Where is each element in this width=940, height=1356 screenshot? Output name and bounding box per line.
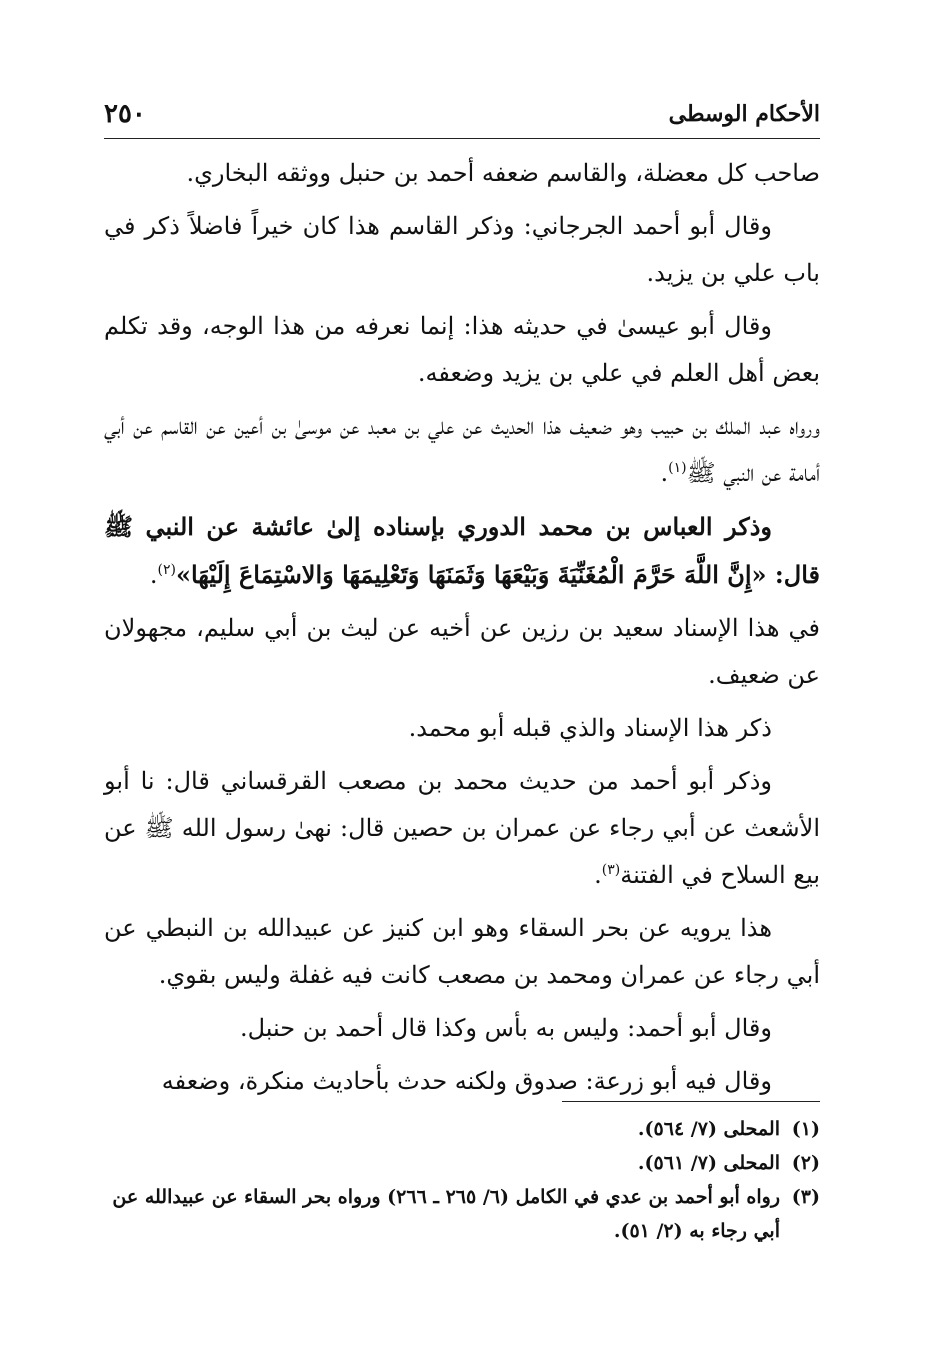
footnote-number: (١)	[791, 1118, 820, 1140]
paragraph: صاحب كل معضلة، والقاسم ضعفه أحمد بن حنبل ووثقه البخاري.	[186, 159, 820, 187]
footnote-number: (٣)	[791, 1186, 820, 1208]
footnote-rule	[562, 1101, 820, 1102]
footnotes	[104, 1112, 820, 1248]
header-rule	[104, 138, 820, 139]
footnote	[104, 1112, 820, 1146]
paragraph: في هذا الإسناد سعيد بن رزين عن أخيه عن ليث بن أبي سليم، مجهولان عن ضعيف.	[104, 614, 820, 689]
footnote	[104, 1146, 820, 1180]
page-header	[104, 92, 820, 136]
footnote-number: (٢)	[791, 1152, 820, 1174]
running-title: الأحكام الوسطى	[668, 101, 820, 127]
footnote-text: رواه أبو أحمد بن عدي في الكامل (٦/ ٢٦٥ ـ ٢٦٦) ورواه بحر السقاء عن عبيدالله عن أبي رجاء به (٢/ ٥١).	[112, 1186, 780, 1242]
footnote-ref[interactable]: (١)	[668, 460, 687, 476]
paragraph: ورواه عبد الملك بن حبيب وهو ضعيف هذا الحديث عن علي بن معبد عن موسىٰ بن أعين عن القاسم عن أبي أمامة عن النبي ﷺ$^{(١)}$.	[104, 412, 820, 487]
body-text	[104, 150, 820, 1111]
footnote-text: المحلى (٧/ ٥٦٤).	[637, 1118, 780, 1140]
footnote-text: المحلى (٧/ ٥٦١).	[637, 1152, 780, 1174]
footnote-ref[interactable]: (٢)	[157, 562, 176, 578]
paragraph: وقال أبو عيسىٰ في حديثه هذا: إنما نعرفه من هذا الوجه، وقد تكلم بعض أهل العلم في علي بن يزيد وضعفه.	[104, 312, 820, 387]
paragraph: وقال فيه أبو زرعة: صدوق ولكنه حدث بأحاديث منكرة، وضعفه	[161, 1067, 772, 1095]
page-number: ٢٥٠	[104, 99, 146, 129]
paragraph: وقال أبو أحمد: وليس به بأس وكذا قال أحمد بن حنبل.	[239, 1014, 772, 1042]
paragraph: وذكر أبو أحمد من حديث محمد بن مصعب القرقساني قال: نا أبو الأشعث عن أبي رجاء عن عمران بن حصين قال: نهىٰ رسول الله ﷺ عن بيع السلاح في الفتنة$^{(٣)}$.	[104, 767, 820, 889]
paragraph: وذكر العباس بن محمد الدوري بإسناده إلىٰ عائشة عن النبي ﷺ قال: «إِنَّ اللَّهَ حَرَّمَ الْمُغَنِّيَةَ وَبَيْعَهَا وَثَمَنَهَا وَتَعْلِيمَهَا وَالاسْتِمَاعَ إِلَيْهَا»$^{(٢)}$.	[104, 512, 820, 589]
paragraph: وقال أبو أحمد الجرجاني: وذكر القاسم هذا كان خيراً فاضلاً ذكر في باب علي بن يزيد.	[104, 212, 820, 287]
paragraph: ذكر هذا الإسناد والذي قبله أبو محمد.	[408, 714, 772, 742]
paragraph: هذا يرويه عن بحر السقاء وهو ابن كنيز عن عبيدالله بن النبطي عن أبي رجاء عن عمران ومحمد بن مصعب كانت فيه غفلة وليس بقوي.	[104, 914, 820, 989]
footnote-ref[interactable]: (٣)	[601, 862, 621, 878]
footnote	[104, 1180, 820, 1248]
